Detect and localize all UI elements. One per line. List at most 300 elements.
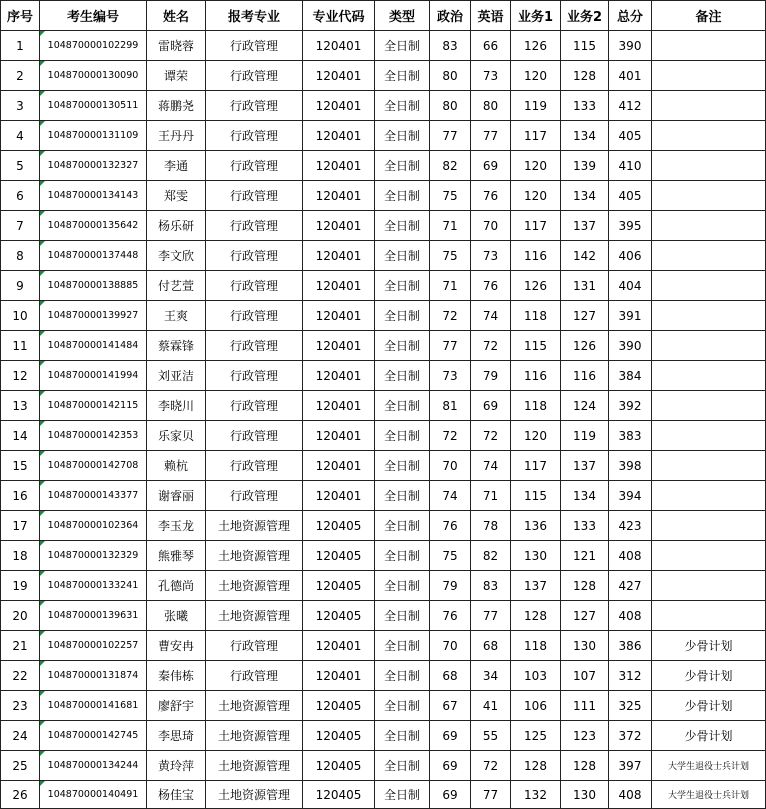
- cell-seq: 7: [1, 211, 40, 241]
- cell-type: 全日制: [375, 691, 430, 721]
- cell-candidate-id: 104870000131874: [40, 661, 147, 691]
- cell-candidate-id: 104870000132327: [40, 151, 147, 181]
- cell-total: 408: [609, 781, 652, 809]
- cell-type: 全日制: [375, 301, 430, 331]
- cell-subject2: 123: [561, 721, 609, 751]
- cell-politics: 71: [430, 211, 471, 241]
- cell-major-code: 120401: [303, 121, 375, 151]
- table-row: [1, 211, 766, 241]
- cell-type: 全日制: [375, 751, 430, 781]
- cell-name: 曹安冉: [147, 631, 206, 661]
- cell-total: 398: [609, 451, 652, 481]
- cell-subject1: 116: [511, 361, 561, 391]
- cell-major: 行政管理: [206, 331, 303, 361]
- cell-english: 77: [471, 121, 511, 151]
- header-total: 总分: [609, 1, 652, 31]
- cell-politics: 76: [430, 601, 471, 631]
- table-row: [1, 241, 766, 271]
- cell-candidate-id: 104870000102299: [40, 31, 147, 61]
- cell-major: 行政管理: [206, 121, 303, 151]
- cell-candidate-id: 104870000137448: [40, 241, 147, 271]
- cell-politics: 77: [430, 121, 471, 151]
- cell-name: 张曦: [147, 601, 206, 631]
- table-row: [1, 31, 766, 61]
- cell-subject2: 128: [561, 751, 609, 781]
- cell-candidate-id: 104870000142708: [40, 451, 147, 481]
- cell-seq: 2: [1, 61, 40, 91]
- cell-major-code: 120401: [303, 481, 375, 511]
- cell-total: 395: [609, 211, 652, 241]
- cell-candidate-id: 104870000134143: [40, 181, 147, 211]
- table-row: [1, 511, 766, 541]
- cell-english: 72: [471, 331, 511, 361]
- cell-subject1: 128: [511, 601, 561, 631]
- cell-type: 全日制: [375, 121, 430, 151]
- table-row: [1, 121, 766, 151]
- cell-politics: 67: [430, 691, 471, 721]
- cell-major-code: 120401: [303, 241, 375, 271]
- cell-major: 土地资源管理: [206, 691, 303, 721]
- cell-english: 78: [471, 511, 511, 541]
- table-row: [1, 301, 766, 331]
- cell-candidate-id: 104870000134244: [40, 751, 147, 781]
- cell-type: 全日制: [375, 511, 430, 541]
- cell-subject1: 128: [511, 751, 561, 781]
- cell-total: 390: [609, 31, 652, 61]
- cell-subject1: 120: [511, 61, 561, 91]
- cell-seq: 25: [1, 751, 40, 781]
- cell-major-code: 120401: [303, 631, 375, 661]
- cell-major-code: 120405: [303, 601, 375, 631]
- cell-major-code: 120401: [303, 61, 375, 91]
- cell-major-code: 120405: [303, 781, 375, 809]
- table-row: [1, 451, 766, 481]
- cell-type: 全日制: [375, 541, 430, 571]
- cell-politics: 70: [430, 451, 471, 481]
- cell-subject2: 130: [561, 781, 609, 809]
- cell-major: 行政管理: [206, 241, 303, 271]
- cell-major-code: 120401: [303, 211, 375, 241]
- cell-politics: 75: [430, 241, 471, 271]
- header-english: 英语: [471, 1, 511, 31]
- cell-english: 69: [471, 391, 511, 421]
- cell-major: 土地资源管理: [206, 601, 303, 631]
- cell-remarks: [652, 301, 766, 331]
- cell-type: 全日制: [375, 241, 430, 271]
- cell-major: 行政管理: [206, 391, 303, 421]
- cell-major: 土地资源管理: [206, 511, 303, 541]
- cell-remarks: [652, 421, 766, 451]
- cell-major: 行政管理: [206, 151, 303, 181]
- cell-english: 80: [471, 91, 511, 121]
- cell-english: 72: [471, 751, 511, 781]
- cell-candidate-id: 104870000130090: [40, 61, 147, 91]
- cell-type: 全日制: [375, 91, 430, 121]
- table-row: [1, 151, 766, 181]
- cell-candidate-id: 104870000135642: [40, 211, 147, 241]
- header-candidate-id: 考生编号: [40, 1, 147, 31]
- cell-politics: 71: [430, 271, 471, 301]
- cell-total: 386: [609, 631, 652, 661]
- cell-name: 乐家贝: [147, 421, 206, 451]
- cell-english: 74: [471, 301, 511, 331]
- cell-subject2: 111: [561, 691, 609, 721]
- cell-type: 全日制: [375, 781, 430, 809]
- cell-subject1: 118: [511, 301, 561, 331]
- table-row: [1, 631, 766, 661]
- cell-major-code: 120405: [303, 511, 375, 541]
- cell-subject2: 131: [561, 271, 609, 301]
- cell-candidate-id: 104870000142745: [40, 721, 147, 751]
- cell-subject1: 115: [511, 331, 561, 361]
- cell-english: 55: [471, 721, 511, 751]
- cell-seq: 6: [1, 181, 40, 211]
- cell-name: 谭荣: [147, 61, 206, 91]
- cell-politics: 68: [430, 661, 471, 691]
- table-row: [1, 661, 766, 691]
- cell-total: 401: [609, 61, 652, 91]
- cell-name: 刘亚洁: [147, 361, 206, 391]
- cell-major-code: 120401: [303, 151, 375, 181]
- cell-english: 77: [471, 601, 511, 631]
- cell-subject2: 133: [561, 511, 609, 541]
- cell-name: 王爽: [147, 301, 206, 331]
- cell-english: 66: [471, 31, 511, 61]
- cell-candidate-id: 104870000141681: [40, 691, 147, 721]
- cell-remarks: [652, 331, 766, 361]
- cell-total: 391: [609, 301, 652, 331]
- cell-name: 李晓川: [147, 391, 206, 421]
- cell-remarks: 少骨计划: [652, 691, 766, 721]
- cell-major: 行政管理: [206, 301, 303, 331]
- cell-subject2: 115: [561, 31, 609, 61]
- cell-english: 41: [471, 691, 511, 721]
- cell-remarks: 少骨计划: [652, 721, 766, 751]
- header-politics: 政治: [430, 1, 471, 31]
- cell-seq: 23: [1, 691, 40, 721]
- cell-seq: 15: [1, 451, 40, 481]
- cell-seq: 18: [1, 541, 40, 571]
- cell-major: 行政管理: [206, 631, 303, 661]
- cell-seq: 17: [1, 511, 40, 541]
- cell-politics: 75: [430, 181, 471, 211]
- cell-remarks: [652, 601, 766, 631]
- table-row: [1, 331, 766, 361]
- cell-english: 69: [471, 151, 511, 181]
- cell-subject2: 134: [561, 121, 609, 151]
- cell-major-code: 120401: [303, 361, 375, 391]
- cell-seq: 4: [1, 121, 40, 151]
- cell-subject1: 106: [511, 691, 561, 721]
- cell-remarks: 大学生退役士兵计划: [652, 751, 766, 781]
- header-remarks: 备注: [652, 1, 766, 31]
- cell-remarks: 大学生退役士兵计划: [652, 781, 766, 809]
- cell-subject1: 120: [511, 151, 561, 181]
- cell-remarks: [652, 121, 766, 151]
- cell-english: 34: [471, 661, 511, 691]
- cell-english: 70: [471, 211, 511, 241]
- cell-candidate-id: 104870000133241: [40, 571, 147, 601]
- cell-candidate-id: 104870000102257: [40, 631, 147, 661]
- cell-seq: 22: [1, 661, 40, 691]
- cell-candidate-id: 104870000131109: [40, 121, 147, 151]
- cell-total: 384: [609, 361, 652, 391]
- cell-total: 423: [609, 511, 652, 541]
- cell-remarks: [652, 91, 766, 121]
- cell-politics: 69: [430, 751, 471, 781]
- cell-subject2: 121: [561, 541, 609, 571]
- cell-type: 全日制: [375, 481, 430, 511]
- cell-remarks: [652, 481, 766, 511]
- header-major: 报考专业: [206, 1, 303, 31]
- cell-major-code: 120401: [303, 421, 375, 451]
- cell-total: 408: [609, 541, 652, 571]
- cell-subject2: 137: [561, 211, 609, 241]
- cell-remarks: [652, 511, 766, 541]
- cell-seq: 20: [1, 601, 40, 631]
- header-subject2: 业务2: [561, 1, 609, 31]
- cell-total: 372: [609, 721, 652, 751]
- cell-english: 74: [471, 451, 511, 481]
- cell-name: 蒋鹏尧: [147, 91, 206, 121]
- cell-name: 王丹丹: [147, 121, 206, 151]
- cell-major: 行政管理: [206, 661, 303, 691]
- cell-subject2: 134: [561, 481, 609, 511]
- cell-major: 行政管理: [206, 421, 303, 451]
- cell-politics: 73: [430, 361, 471, 391]
- table-row: [1, 481, 766, 511]
- cell-subject2: 126: [561, 331, 609, 361]
- cell-name: 赖杭: [147, 451, 206, 481]
- cell-total: 325: [609, 691, 652, 721]
- cell-seq: 16: [1, 481, 40, 511]
- cell-english: 76: [471, 271, 511, 301]
- cell-major: 行政管理: [206, 481, 303, 511]
- cell-candidate-id: 104870000141484: [40, 331, 147, 361]
- cell-subject1: 119: [511, 91, 561, 121]
- cell-total: 383: [609, 421, 652, 451]
- cell-subject2: 142: [561, 241, 609, 271]
- cell-name: 蔡霖锋: [147, 331, 206, 361]
- cell-remarks: [652, 151, 766, 181]
- cell-english: 68: [471, 631, 511, 661]
- table-row: [1, 571, 766, 601]
- cell-seq: 10: [1, 301, 40, 331]
- cell-subject1: 136: [511, 511, 561, 541]
- cell-remarks: [652, 361, 766, 391]
- cell-english: 76: [471, 181, 511, 211]
- cell-subject2: 139: [561, 151, 609, 181]
- cell-subject1: 126: [511, 31, 561, 61]
- cell-total: 405: [609, 181, 652, 211]
- cell-subject2: 128: [561, 571, 609, 601]
- cell-name: 谢睿丽: [147, 481, 206, 511]
- cell-major-code: 120405: [303, 541, 375, 571]
- cell-subject2: 133: [561, 91, 609, 121]
- cell-subject1: 125: [511, 721, 561, 751]
- cell-name: 李文欣: [147, 241, 206, 271]
- cell-major: 土地资源管理: [206, 751, 303, 781]
- table-row: [1, 541, 766, 571]
- cell-seq: 13: [1, 391, 40, 421]
- cell-seq: 24: [1, 721, 40, 751]
- cell-seq: 5: [1, 151, 40, 181]
- cell-total: 312: [609, 661, 652, 691]
- cell-politics: 82: [430, 151, 471, 181]
- cell-total: 408: [609, 601, 652, 631]
- cell-major: 土地资源管理: [206, 721, 303, 751]
- cell-politics: 72: [430, 301, 471, 331]
- cell-major-code: 120401: [303, 391, 375, 421]
- cell-seq: 12: [1, 361, 40, 391]
- cell-remarks: [652, 181, 766, 211]
- cell-name: 李玉龙: [147, 511, 206, 541]
- cell-major-code: 120401: [303, 451, 375, 481]
- cell-subject2: 116: [561, 361, 609, 391]
- cell-name: 秦伟栋: [147, 661, 206, 691]
- cell-politics: 80: [430, 91, 471, 121]
- cell-remarks: [652, 211, 766, 241]
- cell-type: 全日制: [375, 271, 430, 301]
- cell-major-code: 120401: [303, 301, 375, 331]
- cell-politics: 79: [430, 571, 471, 601]
- cell-subject1: 115: [511, 481, 561, 511]
- cell-subject2: 137: [561, 451, 609, 481]
- cell-remarks: [652, 541, 766, 571]
- cell-major: 行政管理: [206, 91, 303, 121]
- cell-total: 392: [609, 391, 652, 421]
- cell-type: 全日制: [375, 361, 430, 391]
- cell-seq: 9: [1, 271, 40, 301]
- cell-candidate-id: 104870000142115: [40, 391, 147, 421]
- cell-major-code: 120401: [303, 91, 375, 121]
- cell-major: 行政管理: [206, 451, 303, 481]
- cell-politics: 80: [430, 61, 471, 91]
- cell-seq: 8: [1, 241, 40, 271]
- cell-subject2: 128: [561, 61, 609, 91]
- cell-subject2: 124: [561, 391, 609, 421]
- cell-english: 73: [471, 241, 511, 271]
- cell-candidate-id: 104870000102364: [40, 511, 147, 541]
- cell-major-code: 120405: [303, 721, 375, 751]
- cell-type: 全日制: [375, 721, 430, 751]
- header-row: [1, 1, 766, 31]
- cell-candidate-id: 104870000141994: [40, 361, 147, 391]
- cell-name: 李通: [147, 151, 206, 181]
- cell-candidate-id: 104870000140491: [40, 781, 147, 809]
- cell-candidate-id: 104870000139631: [40, 601, 147, 631]
- cell-total: 397: [609, 751, 652, 781]
- table-row: [1, 721, 766, 751]
- cell-english: 83: [471, 571, 511, 601]
- cell-seq: 21: [1, 631, 40, 661]
- cell-type: 全日制: [375, 601, 430, 631]
- cell-candidate-id: 104870000142353: [40, 421, 147, 451]
- cell-name: 杨佳宝: [147, 781, 206, 809]
- table-row: [1, 181, 766, 211]
- cell-english: 82: [471, 541, 511, 571]
- cell-seq: 14: [1, 421, 40, 451]
- table-row: [1, 391, 766, 421]
- cell-major-code: 120405: [303, 691, 375, 721]
- cell-subject2: 107: [561, 661, 609, 691]
- cell-total: 410: [609, 151, 652, 181]
- cell-type: 全日制: [375, 151, 430, 181]
- cell-total: 404: [609, 271, 652, 301]
- cell-subject2: 119: [561, 421, 609, 451]
- cell-remarks: 少骨计划: [652, 631, 766, 661]
- table-row: [1, 781, 766, 809]
- cell-subject1: 103: [511, 661, 561, 691]
- cell-major: 行政管理: [206, 271, 303, 301]
- cell-type: 全日制: [375, 421, 430, 451]
- cell-major-code: 120405: [303, 751, 375, 781]
- cell-major: 土地资源管理: [206, 541, 303, 571]
- cell-type: 全日制: [375, 631, 430, 661]
- cell-major: 行政管理: [206, 211, 303, 241]
- cell-subject1: 120: [511, 181, 561, 211]
- cell-type: 全日制: [375, 211, 430, 241]
- cell-english: 79: [471, 361, 511, 391]
- header-name: 姓名: [147, 1, 206, 31]
- cell-major-code: 120401: [303, 661, 375, 691]
- cell-remarks: [652, 391, 766, 421]
- cell-name: 雷晓蓉: [147, 31, 206, 61]
- cell-total: 390: [609, 331, 652, 361]
- cell-remarks: [652, 451, 766, 481]
- cell-subject1: 126: [511, 271, 561, 301]
- cell-type: 全日制: [375, 451, 430, 481]
- cell-name: 廖舒宇: [147, 691, 206, 721]
- cell-english: 77: [471, 781, 511, 809]
- cell-seq: 26: [1, 781, 40, 809]
- cell-major-code: 120401: [303, 181, 375, 211]
- cell-type: 全日制: [375, 61, 430, 91]
- cell-total: 394: [609, 481, 652, 511]
- cell-politics: 75: [430, 541, 471, 571]
- cell-seq: 3: [1, 91, 40, 121]
- cell-type: 全日制: [375, 331, 430, 361]
- cell-politics: 72: [430, 421, 471, 451]
- cell-seq: 1: [1, 31, 40, 61]
- table-row: [1, 751, 766, 781]
- cell-politics: 70: [430, 631, 471, 661]
- cell-english: 73: [471, 61, 511, 91]
- table-row: [1, 361, 766, 391]
- cell-remarks: [652, 61, 766, 91]
- cell-type: 全日制: [375, 31, 430, 61]
- cell-name: 熊雅琴: [147, 541, 206, 571]
- cell-name: 付艺萱: [147, 271, 206, 301]
- cell-major: 行政管理: [206, 361, 303, 391]
- cell-major-code: 120401: [303, 31, 375, 61]
- cell-remarks: [652, 571, 766, 601]
- cell-subject1: 118: [511, 631, 561, 661]
- cell-subject1: 117: [511, 211, 561, 241]
- cell-politics: 74: [430, 481, 471, 511]
- cell-remarks: 少骨计划: [652, 661, 766, 691]
- cell-subject1: 120: [511, 421, 561, 451]
- cell-type: 全日制: [375, 391, 430, 421]
- cell-major-code: 120401: [303, 331, 375, 361]
- cell-politics: 69: [430, 781, 471, 809]
- cell-remarks: [652, 31, 766, 61]
- cell-politics: 77: [430, 331, 471, 361]
- cell-name: 郑雯: [147, 181, 206, 211]
- cell-subject2: 130: [561, 631, 609, 661]
- cell-seq: 19: [1, 571, 40, 601]
- cell-politics: 76: [430, 511, 471, 541]
